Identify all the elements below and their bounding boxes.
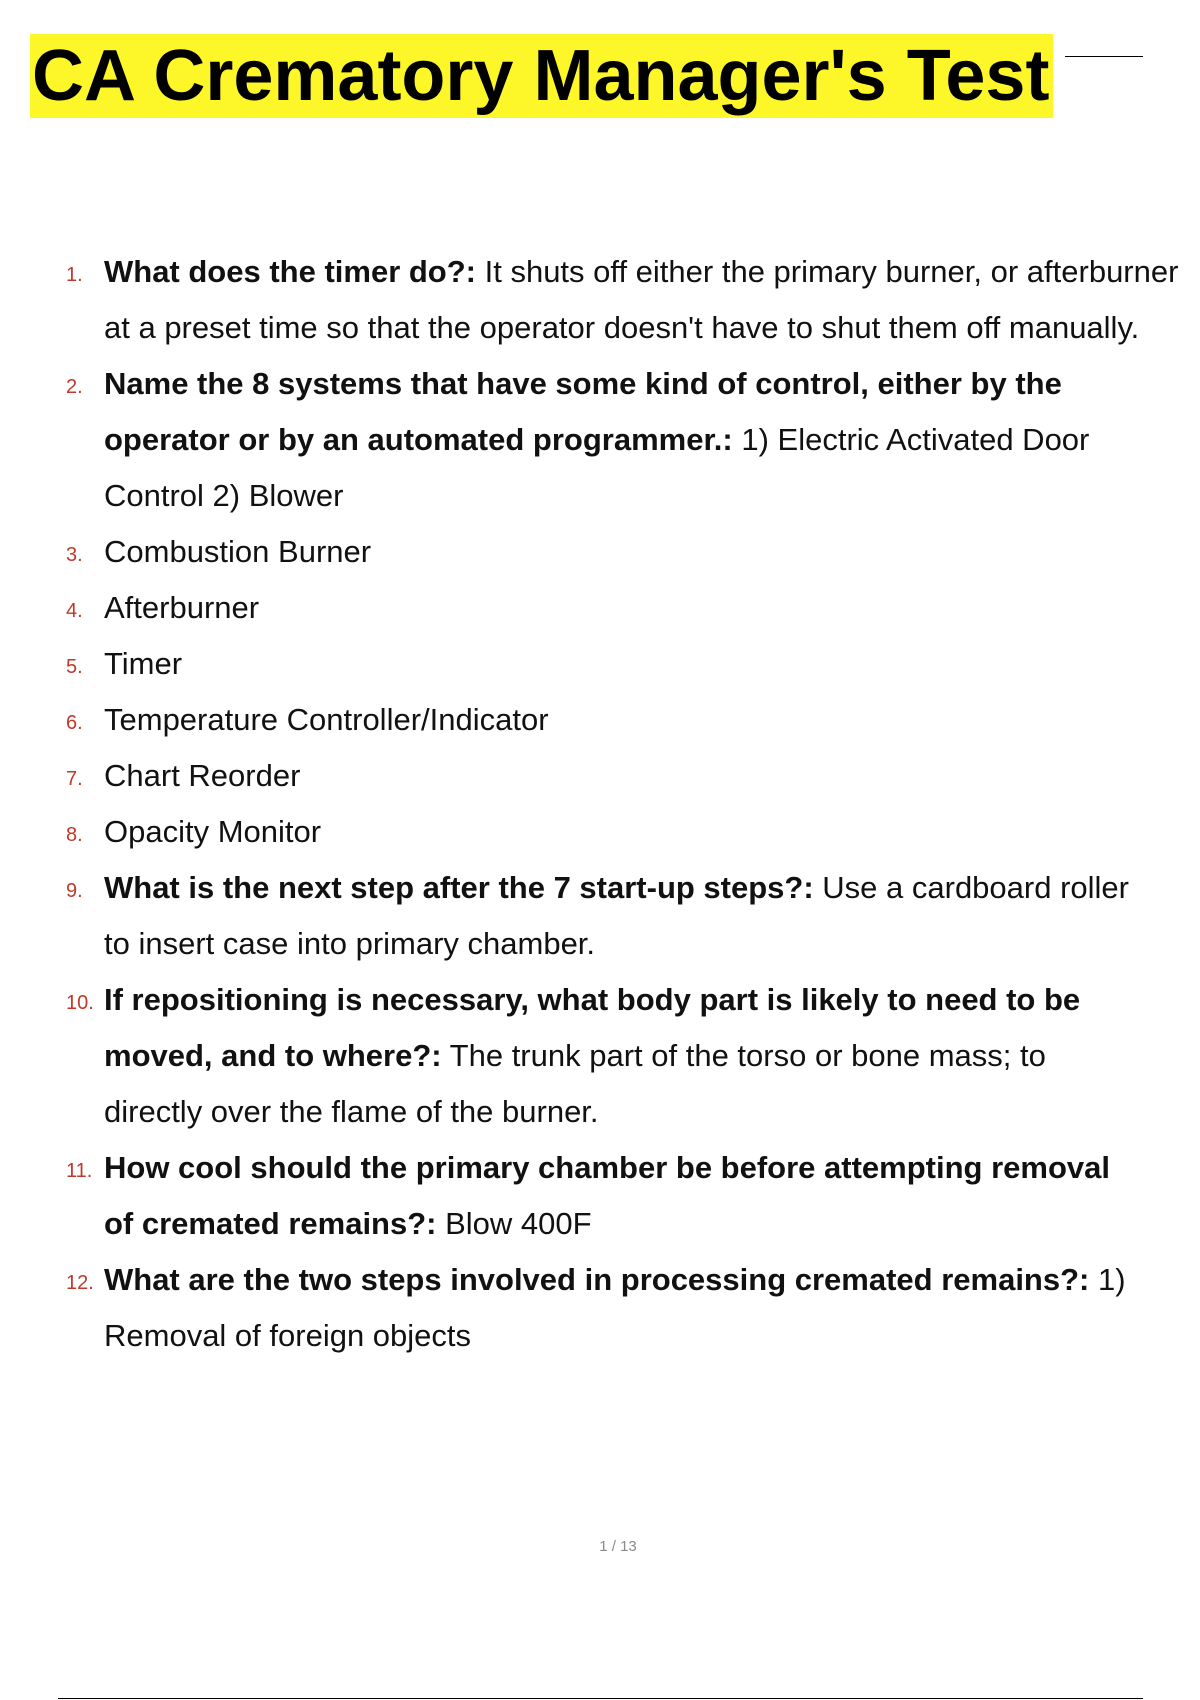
title-rule	[1065, 56, 1143, 57]
answer-text: Combustion Burner	[104, 534, 372, 569]
item-number: 12.	[66, 1272, 94, 1294]
item-number: 3.	[66, 544, 83, 566]
answer-text: Timer	[104, 646, 183, 681]
list-item	[0, 580, 1200, 636]
list-item	[0, 636, 1200, 692]
list-item	[0, 972, 1200, 1140]
item-number: 1.	[66, 264, 83, 286]
question-text: What does the timer do?:	[104, 254, 476, 289]
list-item	[0, 1252, 1200, 1364]
answer-text: The trunk part of the torso or bone mass; to directly over the flame of the burner.	[104, 1038, 1046, 1129]
title-block	[30, 34, 1053, 118]
item-number: 5.	[66, 656, 83, 678]
answer-text: 1) Removal of foreign objects	[104, 1262, 1126, 1353]
answer-text: Blow 400F	[436, 1206, 592, 1241]
answer-text: 1) Electric Activated Door Control 2) Blower	[104, 422, 1090, 513]
page-indicator: 1 / 13	[599, 1538, 637, 1555]
question-text: What is the next step after the 7 start-up steps?:	[104, 870, 814, 905]
item-number: 4.	[66, 600, 83, 622]
list-item	[0, 1140, 1200, 1252]
item-number: 2.	[66, 376, 83, 398]
answer-text: Chart Reorder	[104, 758, 301, 793]
bottom-rule	[58, 1698, 1143, 1699]
item-number: 10.	[66, 992, 94, 1014]
list-item	[0, 356, 1200, 524]
item-number: 9.	[66, 880, 83, 902]
list-item	[0, 524, 1200, 580]
list-item	[0, 692, 1200, 748]
item-number: 6.	[66, 712, 83, 734]
answer-text: It shuts off either the primary burner, or afterburner at a preset time so that the operator doesn't have to shut them off manually.	[104, 254, 1179, 345]
answer-text: Temperature Controller/Indicator	[104, 702, 549, 737]
answer-text: Use a cardboard roller to insert case into primary chamber.	[104, 870, 1129, 961]
item-number: 7.	[66, 768, 83, 790]
question-text: How cool should the primary chamber be before attempting removal of cremated remains?:	[104, 1150, 1110, 1241]
list-item	[0, 748, 1200, 804]
answer-text: Opacity Monitor	[104, 814, 322, 849]
question-text: If repositioning is necessary, what body part is likely to need to be moved, and to where?:	[104, 982, 1081, 1073]
list-item	[0, 860, 1200, 972]
question-text: What are the two steps involved in processing cremated remains?:	[104, 1262, 1090, 1297]
question-text: Name the 8 systems that have some kind of control, either by the operator or by an automated programmer.:	[104, 366, 1062, 457]
list-item	[0, 804, 1200, 860]
list-item	[0, 244, 1200, 356]
item-number: 8.	[66, 824, 83, 846]
item-number: 11.	[66, 1160, 93, 1182]
document-title: CA Crematory Manager's Test	[30, 34, 1053, 118]
question-list	[0, 244, 1200, 1364]
answer-text: Afterburner	[104, 590, 260, 625]
